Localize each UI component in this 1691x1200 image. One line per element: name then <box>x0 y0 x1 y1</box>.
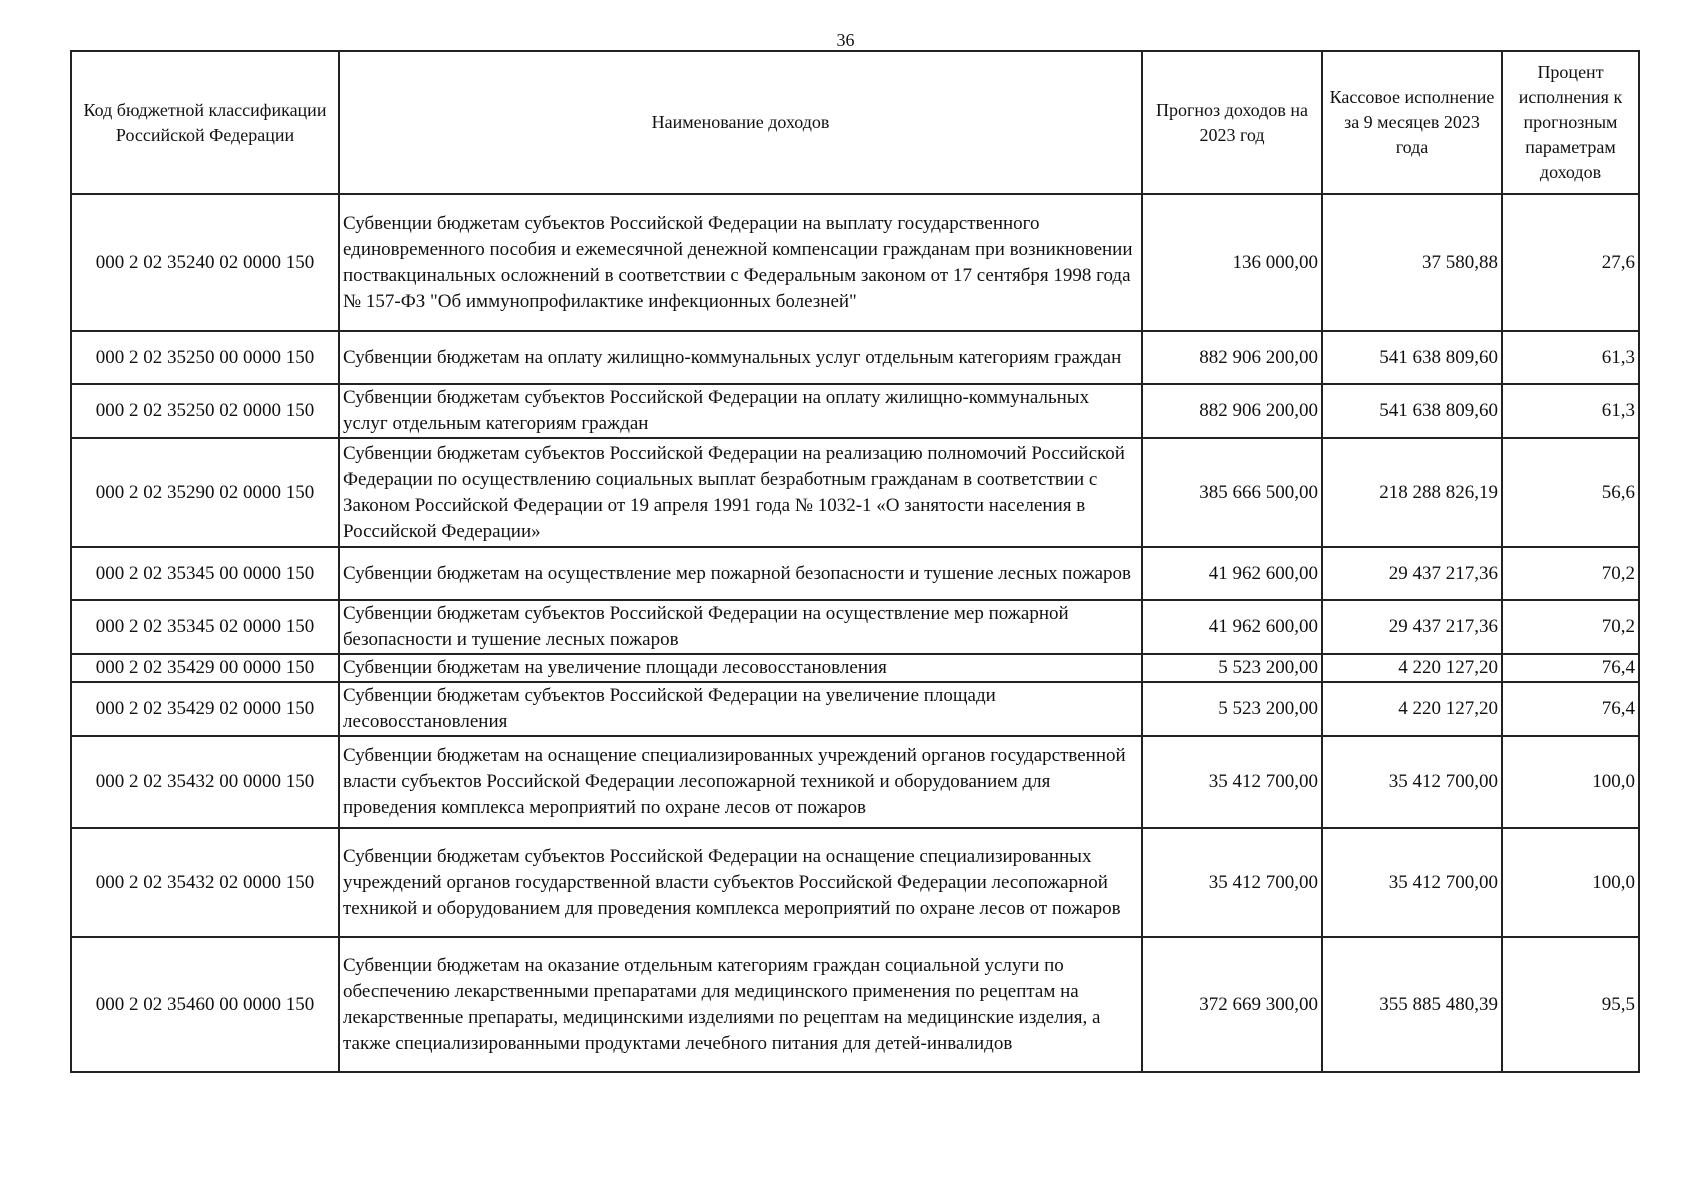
row-percent: 70,2 <box>1502 600 1639 654</box>
row-forecast: 35 412 700,00 <box>1142 828 1322 937</box>
row-name: Субвенции бюджетам на оказание отдельным категориям граждан социальной услуги по обеспечению лекарственными препаратами для медицинского применения по рецептам на лекарственные препараты, медицинскими изделиями по рецептам на медицинские изделия, а также специализированными продуктами лечебного питания для детей-инвалидов <box>339 937 1142 1072</box>
row-name: Субвенции бюджетам субъектов Российской Федерации на реализацию полномочий Российской Федерации по осуществлению социальных выплат безработным гражданам в соответствии с Законом Российской Федерации от 19 апреля 1991 года № 1032-1 «О занятости населения в Российской Федерации» <box>339 438 1142 547</box>
row-percent: 76,4 <box>1502 654 1639 682</box>
table-row <box>71 331 1639 384</box>
row-code: 000 2 02 35290 02 0000 150 <box>71 438 339 547</box>
header-forecast: Прогноз доходов на 2023 год <box>1142 51 1322 194</box>
table-row <box>71 600 1639 654</box>
row-code: 000 2 02 35460 00 0000 150 <box>71 937 339 1072</box>
revenue-table <box>70 50 1640 1073</box>
table-body <box>71 194 1639 1072</box>
row-forecast: 385 666 500,00 <box>1142 438 1322 547</box>
row-code: 000 2 02 35432 02 0000 150 <box>71 828 339 937</box>
row-forecast: 35 412 700,00 <box>1142 736 1322 828</box>
header-percent: Процент исполнения к прогнозным параметрам доходов <box>1502 51 1639 194</box>
header-row <box>71 51 1639 194</box>
row-code: 000 2 02 35250 00 0000 150 <box>71 331 339 384</box>
row-code: 000 2 02 35345 02 0000 150 <box>71 600 339 654</box>
row-forecast: 41 962 600,00 <box>1142 547 1322 600</box>
page-number: 36 <box>836 30 855 50</box>
row-percent: 100,0 <box>1502 828 1639 937</box>
row-code: 000 2 02 35429 00 0000 150 <box>71 654 339 682</box>
table-row <box>71 682 1639 736</box>
row-code: 000 2 02 35240 02 0000 150 <box>71 194 339 331</box>
row-forecast: 882 906 200,00 <box>1142 384 1322 438</box>
row-actual: 4 220 127,20 <box>1322 654 1502 682</box>
table-row <box>71 547 1639 600</box>
table-row <box>71 937 1639 1072</box>
row-actual: 35 412 700,00 <box>1322 736 1502 828</box>
row-forecast: 41 962 600,00 <box>1142 600 1322 654</box>
row-actual: 4 220 127,20 <box>1322 682 1502 736</box>
row-name: Субвенции бюджетам субъектов Российской Федерации на оплату жилищно-коммунальных услуг отдельным категориям граждан <box>339 384 1142 438</box>
table-row <box>71 828 1639 937</box>
row-actual: 29 437 217,36 <box>1322 547 1502 600</box>
row-forecast: 136 000,00 <box>1142 194 1322 331</box>
row-name: Субвенции бюджетам на оснащение специализированных учреждений органов государственной власти субъектов Российской Федерации лесопожарной техникой и оборудованием для проведения комплекса мероприятий по охране лесов от пожаров <box>339 736 1142 828</box>
table-row <box>71 438 1639 547</box>
row-percent: 95,5 <box>1502 937 1639 1072</box>
row-actual: 29 437 217,36 <box>1322 600 1502 654</box>
row-code: 000 2 02 35432 00 0000 150 <box>71 736 339 828</box>
header-name: Наименование доходов <box>339 51 1142 194</box>
row-percent: 27,6 <box>1502 194 1639 331</box>
table-row <box>71 736 1639 828</box>
row-code: 000 2 02 35250 02 0000 150 <box>71 384 339 438</box>
row-percent: 61,3 <box>1502 384 1639 438</box>
row-code: 000 2 02 35345 00 0000 150 <box>71 547 339 600</box>
row-percent: 61,3 <box>1502 331 1639 384</box>
row-actual: 355 885 480,39 <box>1322 937 1502 1072</box>
row-forecast: 5 523 200,00 <box>1142 682 1322 736</box>
row-name: Субвенции бюджетам на осуществление мер пожарной безопасности и тушение лесных пожаров <box>339 547 1142 600</box>
table-header <box>71 51 1639 194</box>
row-name: Субвенции бюджетам субъектов Российской Федерации на выплату государственного единовременного пособия и ежемесячной денежной компенсации гражданам при возникновении поствакцинальных осложнений в соответствии с Федеральным законом от 17 сентября 1998 года № 157-ФЗ "Об иммунопрофилактике инфекционных болезней" <box>339 194 1142 331</box>
row-percent: 100,0 <box>1502 736 1639 828</box>
row-name: Субвенции бюджетам субъектов Российской Федерации на оснащение специализированных учреждений органов государственной власти субъектов Российской Федерации лесопожарной техникой и оборудованием для проведения комплекса мероприятий по охране лесов от пожаров <box>339 828 1142 937</box>
row-percent: 56,6 <box>1502 438 1639 547</box>
header-code: Код бюджетной классификации Российской Федерации <box>71 51 339 194</box>
row-name: Субвенции бюджетам на оплату жилищно-коммунальных услуг отдельным категориям граждан <box>339 331 1142 384</box>
table-row <box>71 194 1639 331</box>
row-name: Субвенции бюджетам субъектов Российской Федерации на осуществление мер пожарной безопасности и тушение лесных пожаров <box>339 600 1142 654</box>
table-row <box>71 654 1639 682</box>
row-forecast: 372 669 300,00 <box>1142 937 1322 1072</box>
row-code: 000 2 02 35429 02 0000 150 <box>71 682 339 736</box>
row-actual: 218 288 826,19 <box>1322 438 1502 547</box>
header-actual: Кассовое исполнение за 9 месяцев 2023 года <box>1322 51 1502 194</box>
row-actual: 541 638 809,60 <box>1322 331 1502 384</box>
row-actual: 541 638 809,60 <box>1322 384 1502 438</box>
table-row <box>71 384 1639 438</box>
row-forecast: 5 523 200,00 <box>1142 654 1322 682</box>
row-actual: 35 412 700,00 <box>1322 828 1502 937</box>
row-name: Субвенции бюджетам на увеличение площади лесовосстановления <box>339 654 1142 682</box>
row-actual: 37 580,88 <box>1322 194 1502 331</box>
row-forecast: 882 906 200,00 <box>1142 331 1322 384</box>
row-percent: 70,2 <box>1502 547 1639 600</box>
row-percent: 76,4 <box>1502 682 1639 736</box>
row-name: Субвенции бюджетам субъектов Российской Федерации на увеличение площади лесовосстановления <box>339 682 1142 736</box>
